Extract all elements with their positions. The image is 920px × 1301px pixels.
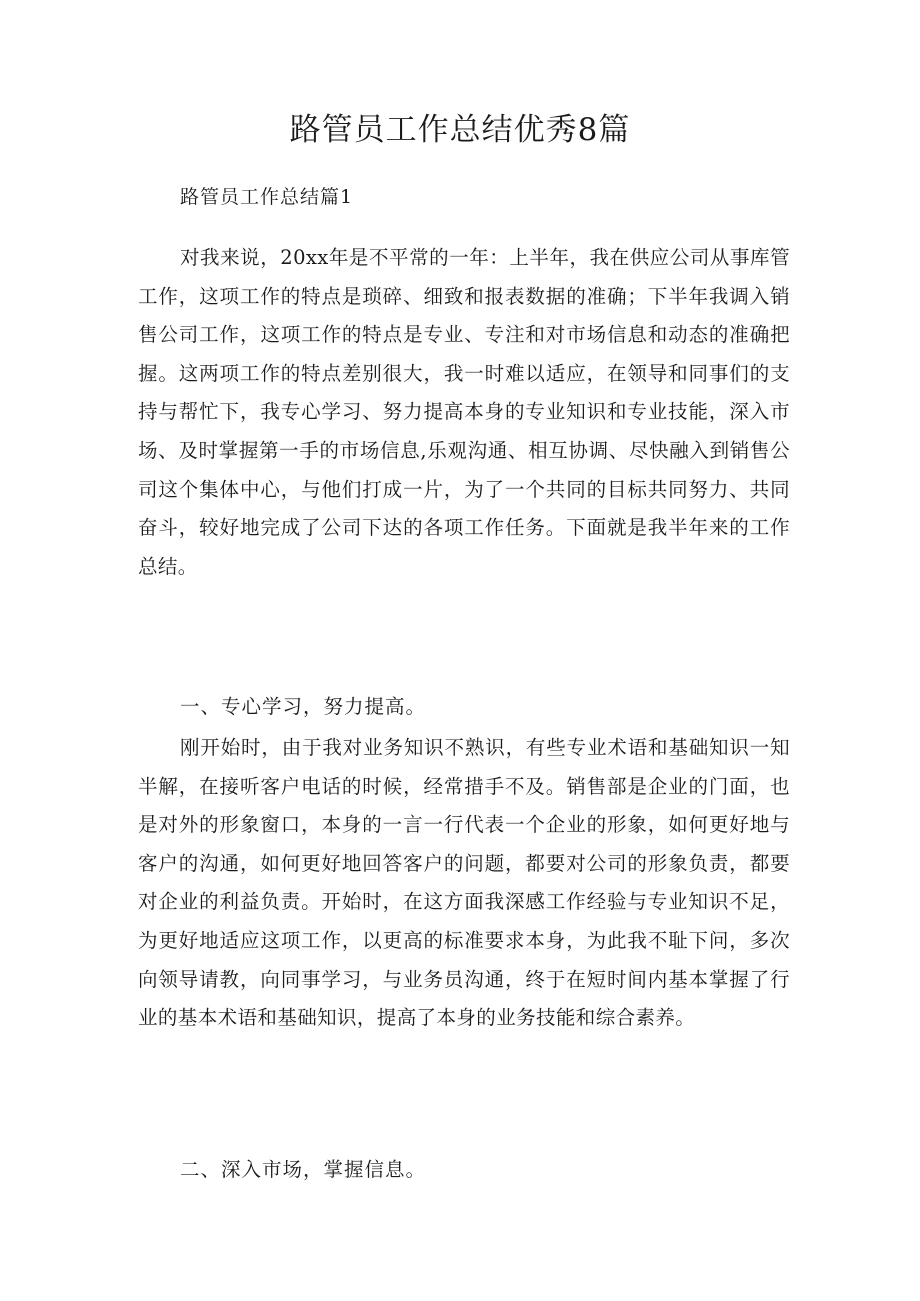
document-subtitle: 路管员工作总结篇1	[180, 186, 354, 208]
section-heading-1: 一、专心学习，努力提高。	[180, 695, 427, 718]
section-heading-2: 二、深入市场，掌握信息。	[180, 1158, 427, 1181]
document-title: 路管员工作总结优秀8篇	[289, 112, 631, 148]
paragraph-intro: 对我来说，20xx年是不平常的一年：上半年，我在供应公司从事库管工作，这项工作的特点是琐碎、细致和报表数据的准确；下半年我调入销售公司工作，这项工作的特点是专业、专注和对市场信息和动态的准确把握。这两项工作的特点差别很大，我一时难以适应，在领导和同事们的支持与帮忙下，我专心学习、努力提高本身的专业知识和专业技能，深入市场、及时掌握第一手的市场信息,乐观沟通、相互协调、尽快融入到销售公司这个集体中心，与他们打成一片，为了一个共同的目标共同努力、共同奋斗，较好地完成了公司下达的各项工作任务。下面就是我半年来的工作总结。	[138, 246, 790, 578]
paragraph-study: 刚开始时，由于我对业务知识不熟识，有些专业术语和基础知识一知半解，在接听客户电话的时候，经常措手不及。销售部是企业的门面，也是对外的形象窗口，本身的一言一行代表一个企业的形象，如何更好地与客户的沟通，如何更好地回答客户的问题，都要对公司的形象负责，都要对企业的利益负责。开始时，在这方面我深感工作经验与专业知识不足，为更好地适应这项工作，以更高的标准要求本身，为此我不耻下问，多次向领导请教，向同事学习，与业务员沟通，终于在短时间内基本掌握了行业的基本术语和基础知识，提高了本身的业务技能和综合素养。	[138, 736, 790, 1030]
